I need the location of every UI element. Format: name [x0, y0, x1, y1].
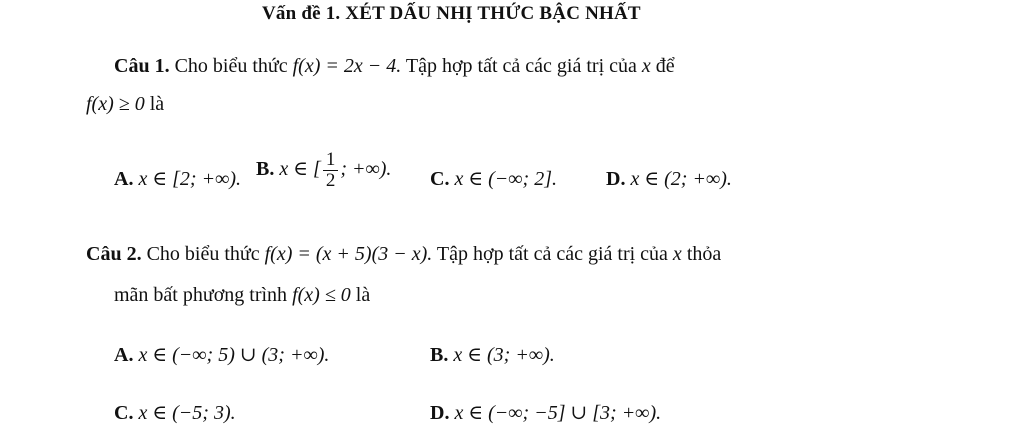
- fraction-denominator: 2: [325, 170, 336, 191]
- question-2-variable: x: [672, 243, 682, 265]
- question-1-variable: x: [641, 55, 651, 77]
- option-a-label: A.: [114, 344, 134, 366]
- question-2-option-b[interactable]: [430, 342, 555, 367]
- question-1-text-c: để: [650, 55, 675, 77]
- question-1-option-c[interactable]: [430, 166, 557, 191]
- option-b-label: B.: [430, 344, 449, 366]
- option-c-label: C.: [114, 402, 134, 424]
- question-2-line-2: [114, 284, 370, 307]
- question-1-option-b[interactable]: [256, 150, 391, 191]
- question-1-line-1: [114, 55, 675, 78]
- question-2-text-b: Tập hợp tất cả các giá trị của: [432, 243, 673, 265]
- question-2-text-d: mãn bất phương trình: [114, 284, 293, 306]
- option-d-label: D.: [430, 402, 450, 424]
- question-2-expression: f(x) = (x + 5)(3 − x).: [264, 243, 433, 265]
- option-c-text: x ∈ (−∞; 2].: [454, 168, 557, 190]
- option-a-text: x ∈ [2; +∞).: [138, 168, 241, 190]
- question-1-condition: f(x) ≥ 0: [86, 93, 145, 115]
- question-2-option-a[interactable]: [114, 342, 329, 367]
- fraction-numerator: 1: [323, 150, 339, 171]
- question-1-option-a[interactable]: [114, 166, 241, 191]
- page-title: Vấn đề 1. XÉT DẤU NHỊ THỨC BẬC NHẤT: [262, 3, 641, 24]
- option-a-label: A.: [114, 168, 134, 190]
- question-1-line-2: [86, 93, 164, 116]
- option-b-suffix: ; +∞).: [340, 158, 392, 181]
- question-2-line-1: [86, 243, 721, 266]
- option-b-prefix: x ∈ [: [279, 158, 321, 181]
- question-2-text-e: là: [350, 284, 371, 306]
- option-d-label: D.: [606, 168, 626, 190]
- option-d-text: x ∈ (2; +∞).: [630, 168, 732, 190]
- question-1-text-d: là: [144, 93, 165, 115]
- question-2-text-a: Cho biểu thức: [141, 243, 265, 265]
- question-1-expression: f(x) = 2x − 4.: [292, 55, 402, 77]
- question-2-condition: f(x) ≤ 0: [292, 284, 351, 306]
- question-2-option-c[interactable]: [114, 400, 236, 425]
- option-b-fraction: [323, 150, 339, 191]
- option-c-text: x ∈ (−5; 3).: [138, 402, 236, 424]
- question-2-text-c: thỏa: [681, 243, 722, 265]
- option-b-label: B.: [256, 158, 275, 181]
- question-1-text-b: Tập hợp tất cả các giá trị của: [401, 55, 642, 77]
- question-1-option-d[interactable]: [606, 166, 732, 191]
- option-d-text: x ∈ (−∞; −5] ∪ [3; +∞).: [454, 402, 662, 424]
- option-b-text: x ∈ (3; +∞).: [453, 344, 555, 366]
- option-a-text: x ∈ (−∞; 5) ∪ (3; +∞).: [138, 344, 330, 366]
- question-1-text-a: Cho biểu thức: [169, 55, 293, 77]
- question-2-label: Câu 2.: [86, 243, 142, 265]
- question-2-option-d[interactable]: [430, 400, 661, 425]
- question-1-label: Câu 1.: [114, 55, 170, 77]
- option-c-label: C.: [430, 168, 450, 190]
